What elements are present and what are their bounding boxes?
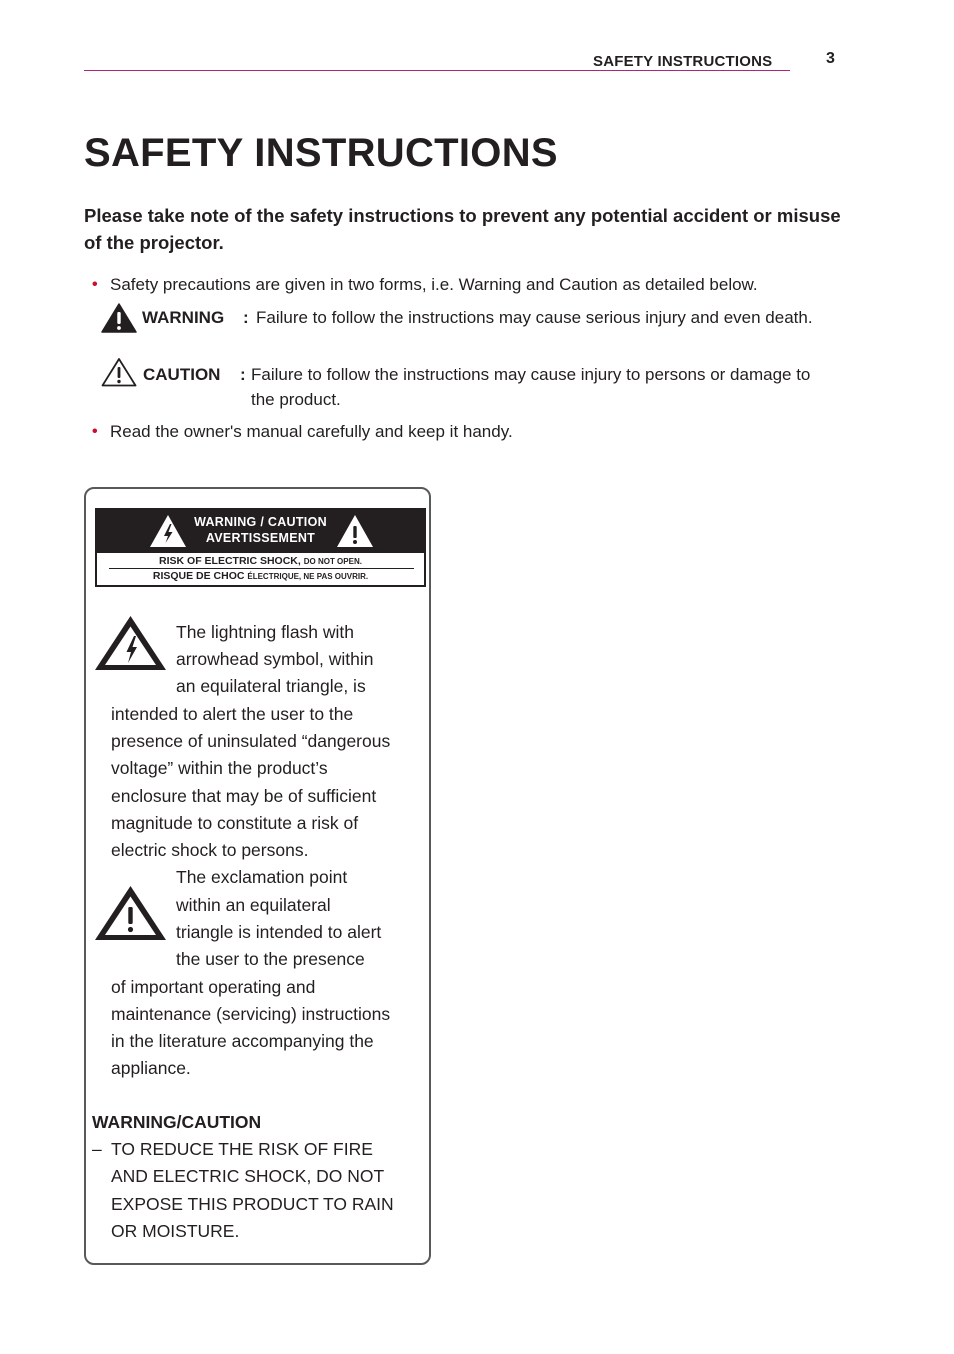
- warning-separator: :: [243, 308, 249, 327]
- bullet-text: Read the owner's manual carefully and keep it handy.: [110, 422, 513, 441]
- text-line: intended to alert the user to the: [111, 704, 354, 724]
- text-line: AND ELECTRIC SHOCK, DO NOT: [111, 1166, 385, 1187]
- bullet-dot: •: [92, 276, 98, 293]
- warning-label-plate: [95, 508, 426, 587]
- text-line: the user to the presence: [176, 949, 365, 969]
- risk-fr-main: RISQUE DE CHOC: [152, 570, 245, 582]
- label-plate-divider: [109, 568, 414, 569]
- header-rule: [84, 70, 790, 71]
- page-number: 3: [826, 50, 835, 67]
- text-line: electric shock to persons.: [111, 840, 309, 860]
- bullet-item-manual: [92, 419, 870, 444]
- text-line: OR MOISTURE.: [111, 1220, 240, 1241]
- text-line: of important operating and: [111, 977, 316, 997]
- caution-definition: [100, 362, 840, 414]
- page-title: SAFETY INSTRUCTIONS: [84, 131, 558, 175]
- label-plate-line-1: WARNING / CAUTION: [194, 515, 327, 529]
- lightning-symbol-icon: [93, 614, 168, 672]
- text-line: in the literature accompanying the: [111, 1031, 374, 1051]
- text-line: The lightning flash with: [176, 622, 355, 642]
- text-line: EXPOSE THIS PRODUCT TO RAIN: [111, 1193, 394, 1214]
- caution-label: CAUTION: [143, 365, 221, 384]
- warning-description: Failure to follow the instructions may cause serious injury and even death.: [256, 308, 813, 327]
- bullet-item-forms: [92, 272, 870, 297]
- text-line: an equilateral triangle, is: [176, 676, 366, 696]
- text-line: enclosure that may be of sufficient: [111, 786, 377, 806]
- warning-caution-title: WARNING/CAUTION: [92, 1112, 262, 1132]
- text-line: within an equilateral: [176, 895, 331, 915]
- text-line: appliance.: [111, 1058, 191, 1078]
- risk-en-main: RISK OF ELECTRIC SHOCK,: [159, 555, 301, 567]
- warning-caution-lines: [111, 1136, 426, 1245]
- label-plate-line-2: AVERTISSEMENT: [205, 531, 316, 545]
- caution-description: Failure to follow the instructions may cause injury to persons or damage to the product.: [251, 365, 811, 409]
- text-line: arrowhead symbol, within: [176, 649, 374, 669]
- text-line: magnitude to constitute a risk of: [111, 813, 359, 833]
- caution-outline-triangle-icon: [101, 357, 137, 387]
- risk-fr-small: ÉLECTRIQUE, NE PAS OUVRIR.: [247, 572, 369, 581]
- caution-separator: :: [240, 365, 246, 384]
- text-line: triangle is intended to alert: [176, 922, 382, 942]
- dash-marker: –: [92, 1139, 102, 1159]
- intro-paragraph: Please take note of the safety instructions to prevent any potential accident or misuse of the projector.: [84, 205, 841, 253]
- risk-en-small: DO NOT OPEN.: [303, 557, 362, 566]
- label-plate-risk-en: [97, 555, 424, 567]
- text-line: The exclamation point: [176, 867, 348, 887]
- label-plate-risk-fr: [97, 570, 424, 582]
- bullet-dot: •: [92, 423, 98, 440]
- text-line: voltage” within the product’s: [111, 758, 328, 778]
- text-line: presence of uninsulated “dangerous: [111, 731, 391, 751]
- text-line: maintenance (servicing) instructions: [111, 1004, 391, 1024]
- exclamation-symbol-icon: [93, 884, 168, 942]
- bullet-text: Safety precautions are given in two forms, i.e. Warning and Caution as detailed below.: [110, 275, 758, 294]
- warning-definition: [100, 305, 840, 357]
- running-header-title: SAFETY INSTRUCTIONS: [593, 53, 773, 70]
- warning-filled-triangle-icon: [101, 303, 137, 333]
- text-line: TO REDUCE THE RISK OF FIRE: [111, 1139, 373, 1159]
- warning-label: WARNING: [142, 308, 225, 327]
- label-plate-header: [97, 510, 424, 553]
